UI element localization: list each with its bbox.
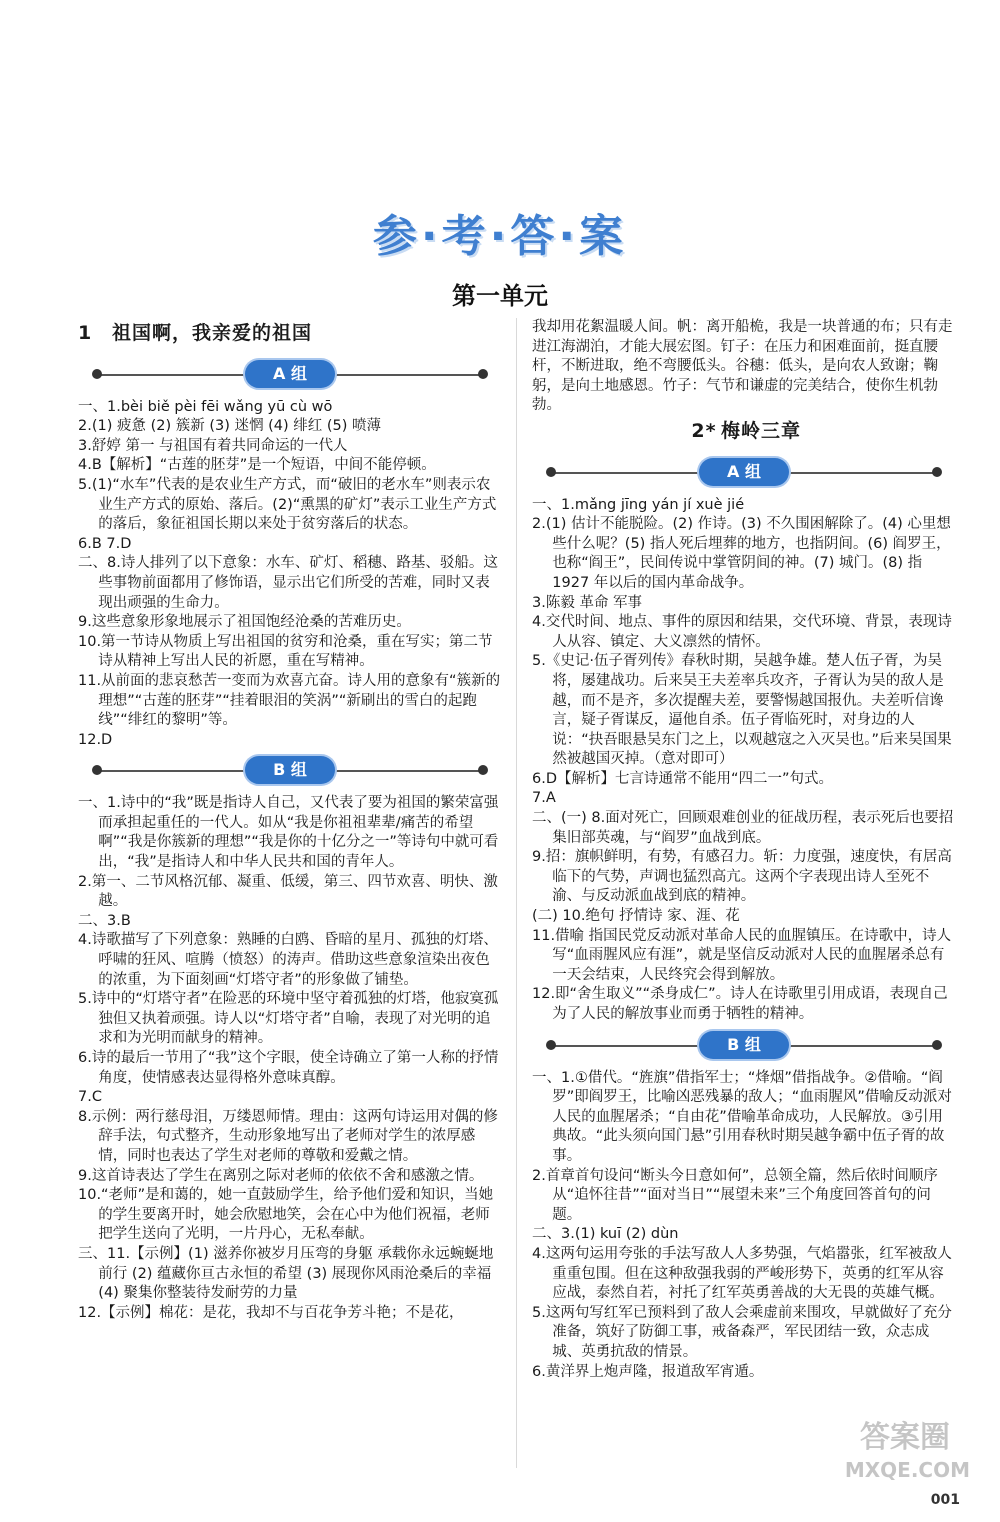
answer-item: 4.诗歌描写了下列意象：熟睡的白鸥、昏暗的星月、孤独的灯塔、呼啸的狂风、喧腾（愤怒）的涛声。借助这些意象渲染出夜色的浓重，为下面刻画“灯塔守者”的形象做了铺垫。 bbox=[78, 932, 498, 988]
answer-item: 8.示例：两行慈母泪，万缕恩师情。理由：这两句诗运用对偶的修辞手法，句式整齐，生动形象地写出了老师对学生的浓厚感情，同时也表达了学生对老师的尊敬和爱戴之情。 bbox=[78, 1108, 498, 1164]
answer-item: 5.《史记·伍子胥列传》春秋时期，吴越争雄。楚人伍子胥，为吴将，屡建战功。后来吴王夫差率兵攻齐，子胥认为吴的敌人是越，而不是齐，多次提醒夫差，要警惕越国报仇。夫差听信谗言，疑子胥谋反，逼他自杀。伍子胥临死时，对身边的人说：“抉吾眼悬吴东门之上，以观越寇之入灭吴也。”后来吴国果然被越国灭掉。（意对即可） bbox=[532, 653, 952, 768]
left-column bbox=[78, 318, 502, 1323]
group-b-header bbox=[78, 756, 502, 786]
answer-item: 6.D【解析】七言诗通常不能用“四二一”句式。 bbox=[532, 770, 834, 787]
watermark bbox=[810, 1412, 970, 1482]
answer-item: 一、1.①借代。“旌旗”借指军士；“烽烟”借指战争。②借喻。“阎罗”即阎罗王，比喻凶恶残暴的敌人；“血雨腥风”借喻反动派对人民的血腥屠杀；“自由花”借喻革命成功，人民解放。③引用典故。“此头须向国门悬”引用春秋时期吴越争霸中伍子胥的故事。 bbox=[532, 1069, 952, 1164]
continued-text: 我却用花絮温暖人间。帆：离开船桅，我是一块普通的布；只有走进江海湖泊，才能大展宏图。钉子：在压力和困难面前，挺直腰杆，不断进取，绝不弯腰低头。谷穗：低头，是向农人致谢；鞠躬，是向土地感恩。竹子：气节和谦虚的完美结合，使你生机勃勃。 bbox=[532, 319, 953, 414]
lesson-number: 2* bbox=[691, 419, 717, 442]
answer-item: 12.即“舍生取义”“杀身成仁”。诗人在诗歌里引用成语，表现自己为了人民的解放事业而勇于牺牲的精神。 bbox=[532, 986, 948, 1022]
watermark-url: MXQE.COM bbox=[844, 1458, 970, 1482]
answer-item: 2.(1) 估计不能脱险。(2) 作诗。(3) 不久围困解除了。(4) 心里想些什么呢？(5) 指人死后埋葬的地方，也指阴间。(6) 阎罗王，也称“阎王”，民间传说中掌管阴间的神。(7) 城门。(8) 指 1927 年以后的国内革命战争。 bbox=[532, 516, 951, 591]
answer-item: 10.“老师”是和蔼的，她一直鼓励学生，给予他们爱和知识，当她的学生要离开时，她会欣慰地笑，会在心中为他们祝福，老师把学生送向了光明，一片丹心，无私奉献。 bbox=[78, 1187, 494, 1243]
answer-item: (二) 10.绝句 抒情诗 家、涯、花 bbox=[532, 908, 740, 925]
answer-item: 二、3.B bbox=[78, 912, 131, 929]
answer-item: 6.黄洋界上炮声隆，报道敌军宵遁。 bbox=[532, 1363, 764, 1380]
group-a-header bbox=[532, 458, 956, 488]
answer-item: 一、1.bèi biě pèi fēi wǎng yū cù wō bbox=[78, 398, 333, 415]
answer-item: 5.(1)“水车”代表的是农业生产方式，而“破旧的老水车”则表示农业生产方式的原始、落后。(2)“熏黑的矿灯”表示工业生产方式的落后，象征祖国长期以来处于贫穷落后的状态。 bbox=[78, 476, 497, 533]
group-label: B 组 bbox=[699, 1031, 789, 1059]
page-title: 参·考·答·案 bbox=[372, 211, 628, 262]
lesson-title bbox=[78, 318, 502, 354]
lesson-name: 梅岭三章 bbox=[720, 419, 801, 442]
answer-item: 7.C bbox=[78, 1089, 102, 1106]
answer-list-b bbox=[532, 1069, 956, 1383]
answer-item: 5.这两句写红军已预料到了敌人会乘虚前来围攻，早就做好了充分准备，筑好了防御工事，戒备森严，军民团结一致，众志成城、英勇抗敌的情景。 bbox=[532, 1304, 952, 1360]
answer-item: 2.第一、二节风格沉郁、凝重、低缓，第三、四节欢喜、明快、激越。 bbox=[78, 873, 498, 910]
unit-title: 第一单元 bbox=[452, 282, 548, 310]
answer-item: 9.这些意象形象地展示了祖国饱经沧桑的苦难历史。 bbox=[78, 614, 411, 631]
answer-item: 二、3.(1) kuī (2) dùn bbox=[532, 1226, 679, 1243]
answer-list-a bbox=[532, 496, 956, 1025]
answer-item: 12.D bbox=[78, 731, 113, 748]
answer-item: 6.B 7.D bbox=[78, 535, 132, 552]
answer-item: 12.【示例】棉花：是花，我却不与百花争芳斗艳；不是花， bbox=[78, 1304, 464, 1321]
answer-item: 三、11.【示例】(1) 滋养你被岁月压弯的身躯 承载你永远蜿蜒地前行 (2) 蕴藏你亘古永恒的希望 (3) 展现你风雨沧桑后的幸福 (4) 聚集你整装待发耐劳的力量 bbox=[78, 1245, 494, 1302]
answer-item: 9.这首诗表达了学生在离别之际对老师的依依不舍和感激之情。 bbox=[78, 1167, 484, 1184]
answer-item: 一、1.mǎng jīng yán jí xuè jié bbox=[532, 496, 745, 513]
answer-item: 二、(一) 8.面对死亡，回顾艰难创业的征战历程，表示死后也要招集旧部英魂，与“阎罗”血战到底。 bbox=[532, 810, 954, 846]
right-column bbox=[532, 318, 956, 1382]
group-label: A 组 bbox=[245, 360, 335, 388]
answer-item: 2.(1) 疲惫 (2) 簇新 (3) 迷惘 (4) 绯红 (5) 喷薄 bbox=[78, 418, 382, 435]
answer-item: 4.交代时间、地点、事件的原因和结果，交代环境、背景，表现诗人从容、镇定、大义凛然的情怀。 bbox=[532, 614, 952, 650]
answer-item: 6.诗的最后一节用了“我”这个字眼，使全诗确立了第一人称的抒情角度，使情感表达显得格外意味真醇。 bbox=[78, 1050, 499, 1086]
answer-item: 4.这两句运用夸张的手法写敌人人多势强，气焰嚣张，红军被敌人重重包围。但在这种敌强我弱的严峻形势下，英勇的红军从容应战，泰然自若，衬托了红军英勇善战的大无畏的英雄气概。 bbox=[532, 1245, 952, 1302]
answer-item: 10.第一节诗从物质上写出祖国的贫穷和沧桑，重在写实；第二节诗从精神上写出人民的祈愿，重在写精神。 bbox=[78, 633, 493, 670]
answer-item: 一、1.诗中的“我”既是指诗人自己，又代表了要为祖国的繁荣富强而承担起重任的一代人。如从“我是你祖祖辈辈/痛苦的希望啊”“我是你簇新的理想”“我是你的十亿分之一”等诗句中就可看出，“我”是指诗人和中华人民共和国的青年人。 bbox=[78, 795, 499, 871]
answer-item: 5.诗中的“灯塔守者”在险恶的环境中坚守着孤独的灯塔，他寂寞孤独但又执着顽强。诗人以“灯塔守者”自喻，表现了对光明的追求和为光明而献身的精神。 bbox=[78, 991, 499, 1047]
answer-item: 3.舒婷 第一 与祖国有着共同命运的一代人 bbox=[78, 437, 348, 454]
watermark-logo: 答案圈 bbox=[860, 1420, 950, 1455]
answer-list-a bbox=[78, 398, 502, 751]
group-label: B 组 bbox=[245, 756, 335, 784]
answer-list-b bbox=[78, 794, 502, 1323]
lesson-number: 1 bbox=[78, 322, 93, 344]
answer-item: 2.首章首句设问“断头今日意如何”，总领全篇，然后依时间顺序从“追怀往昔”“面对当日”“展望未来”三个角度回答首句的问题。 bbox=[532, 1167, 938, 1223]
lesson-name: 祖国啊，我亲爱的祖国 bbox=[112, 322, 313, 344]
answer-item: 7.A bbox=[532, 790, 556, 807]
answer-item: 4.B【解析】“古莲的胚芽”是一个短语，中间不能停顿。 bbox=[78, 457, 436, 474]
answer-item: 11.从前面的悲哀愁苦一变而为欢喜亢奋。诗人用的意象有“簇新的理想”“古莲的胚芽”“挂着眼泪的笑涡”“新刷出的雪白的起跑线”“绯红的黎明”等。 bbox=[78, 672, 501, 729]
group-a-header bbox=[78, 360, 502, 390]
page-number: 001 bbox=[930, 1492, 960, 1508]
answer-item: 9.招：旗帜鲜明，有势，有感召力。斩：力度强，速度快，有居高临下的气势，声调也猛烈高亢。这两个字表现出诗人至死不渝、与反动派血战到底的精神。 bbox=[532, 849, 952, 905]
column-divider bbox=[516, 318, 517, 1468]
group-label: A 组 bbox=[699, 458, 789, 486]
answer-item: 3.陈毅 革命 军事 bbox=[532, 594, 643, 611]
answer-item: 二、8.诗人排列了以下意象：水车、矿灯、稻穗、路基、驳船。这些事物前面都用了修饰语，显示出它们所受的苦难，同时又表现出顽强的生命力。 bbox=[78, 555, 498, 611]
lesson-title bbox=[532, 416, 956, 452]
group-b-header bbox=[532, 1031, 956, 1061]
answer-item: 11.借喻 指国民党反动派对革命人民的血腥镇压。在诗歌中，诗人写“血雨腥风应有涯”，就是坚信反动派对人民的血腥屠杀总有一天会结束，人民终究会得到解放。 bbox=[532, 927, 952, 983]
